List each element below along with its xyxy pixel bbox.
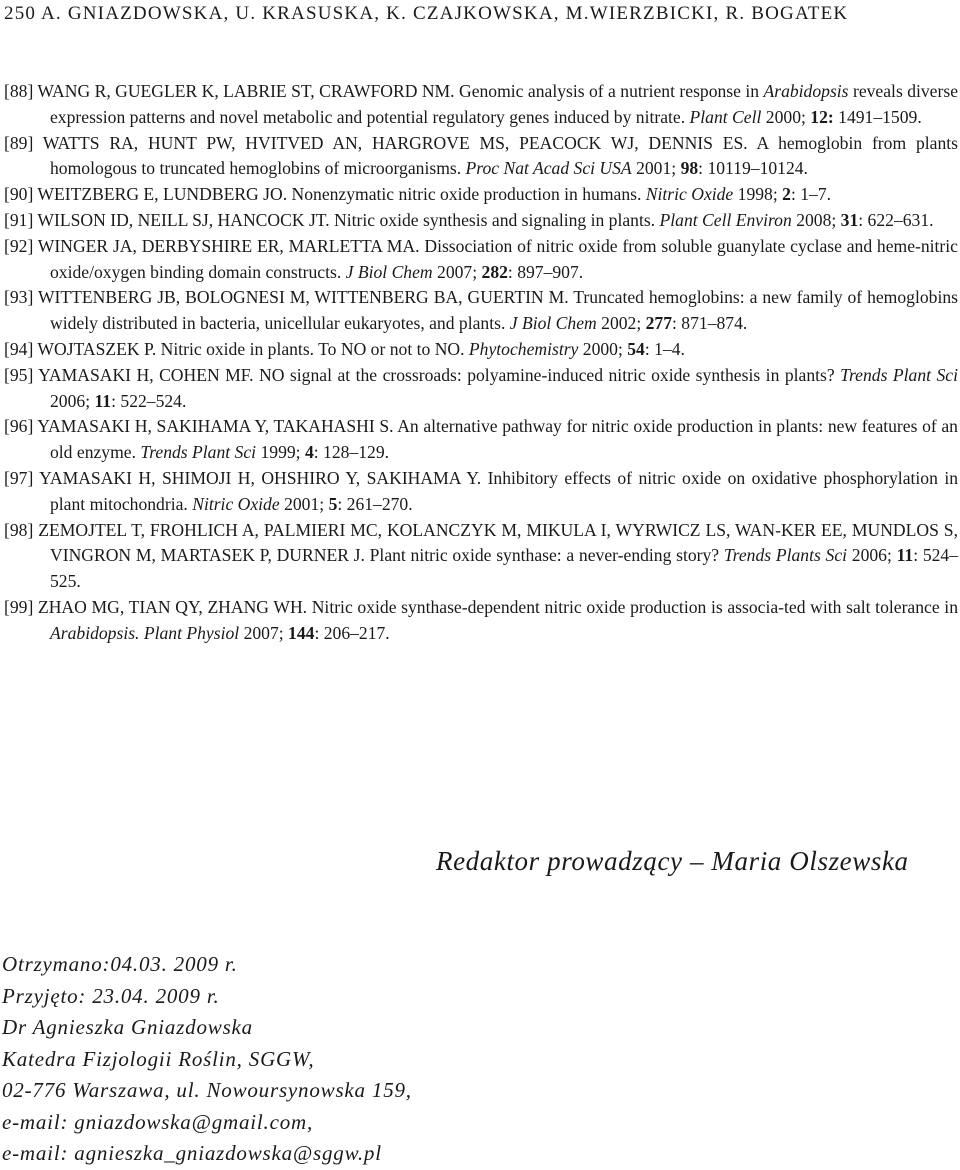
ref-pages: : 524–525. <box>50 545 959 592</box>
ref-title-species: Arabidopsis <box>763 81 849 101</box>
ref-number: [95] <box>4 364 34 385</box>
ref-pages: : 206–217. <box>314 622 390 643</box>
ref-journal: Phytochemistry <box>468 338 579 359</box>
header-authors: A. GNIAZDOWSKA, U. KRASUSKA, K. CZAJKOWSKA, M.WIERZBICKI, R. BOGATEK <box>41 3 849 24</box>
ref-pages: : 261–270. <box>337 493 413 514</box>
ref-authors: WITTENBERG JB, BOLOGNESI M, WITTENBERG BA, GUERTIN M. <box>37 287 569 308</box>
ref-pages: 1491–1509. <box>838 106 922 127</box>
ref-title: A hemoglobin from plants homologous to truncated hemoglobins of microorganisms. <box>50 132 958 179</box>
ref-volume: 11 <box>896 545 914 566</box>
reference-item <box>4 337 958 363</box>
ref-number: [97] <box>4 467 34 488</box>
ref-journal: J Biol Chem <box>345 261 433 282</box>
ref-title: An alternative pathway for nitric oxide production in plants: new features of an old enzyme. <box>50 416 958 463</box>
ref-authors: ZEMOJTEL T, FROHLICH A, PALMIERI MC, KOLANCZYK M, MIKULA I, WYRWICZ LS, WAN-KER EE, MUNDLOS S, VINGRON M, MARTASEK P, DURNER J. <box>38 519 958 566</box>
ref-authors: WATTS RA, HUNT PW, HVITVED AN, HARGROVE MS, PEACOCK WJ, DENNIS ES. <box>42 132 748 153</box>
ref-title-species: Arabidopsis. <box>50 622 140 643</box>
ref-journal: Proc Nat Acad Sci USA <box>465 158 632 179</box>
ref-pages: : 128–129. <box>313 442 390 463</box>
reference-item <box>4 208 958 234</box>
ref-year: 1999; <box>260 442 301 463</box>
ref-pages: : 622–631. <box>858 209 934 230</box>
ref-number: [96] <box>4 416 34 437</box>
ref-journal: J Biol Chem <box>509 313 597 334</box>
ref-number: [93] <box>4 287 34 308</box>
ref-year: 2000; <box>582 338 623 359</box>
ref-title: Truncated hemoglobins: a new family of hemoglobins widely distributed in bacteria, unicellular eukaryotes, and plants. <box>50 287 958 334</box>
ref-year: 2007; <box>243 622 284 643</box>
ref-title: NO signal at the crossroads: polyamine-induced nitric oxide synthesis in plants? <box>259 364 835 385</box>
ref-volume: 98 <box>680 158 699 179</box>
ref-volume: 11 <box>94 390 112 411</box>
ref-title: Nonenzymatic nitric oxide production in humans. <box>291 184 642 205</box>
ref-number: [99] <box>4 596 34 617</box>
ref-number: [94] <box>4 338 34 359</box>
department: Katedra Fizjologii Roślin, SGGW, <box>2 1046 315 1071</box>
ref-pages: : 522–524. <box>111 390 187 411</box>
ref-authors: WILSON ID, NEILL SJ, HANCOCK JT. <box>37 209 330 230</box>
reference-item <box>4 182 958 208</box>
received-date: Otrzymano:04.03. 2009 r. <box>2 952 238 976</box>
postal-address: 02-776 Warszawa, ul. Nowoursynowska 159, <box>2 1078 412 1102</box>
ref-pages: : 897–907. <box>507 261 584 282</box>
ref-year: 2006; <box>50 390 91 411</box>
ref-title: Plant nitric oxide synthase: a never-ending story? <box>369 545 720 566</box>
running-header <box>4 3 848 25</box>
ref-volume: 144 <box>288 622 315 643</box>
reference-item <box>4 285 958 337</box>
ref-journal: Trends Plants Sci <box>723 545 848 566</box>
ref-title: Inhibitory effects of nitric oxide on oxidative phosphorylation in plant mitochondria. <box>50 467 959 514</box>
ref-volume: 31 <box>840 209 859 230</box>
ref-authors: YAMASAKI H, COHEN MF. <box>38 364 254 385</box>
ref-year: 2001; <box>636 158 677 179</box>
reference-item <box>4 466 958 518</box>
ref-authors: WEITZBERG E, LUNDBERG JO. <box>37 184 288 205</box>
ref-pages: : 1–4. <box>644 338 685 359</box>
ref-year: 2002; <box>601 313 642 334</box>
ref-number: [90] <box>4 184 34 205</box>
ref-pages: : 871–874. <box>672 313 748 334</box>
ref-year: 2000; <box>765 106 806 127</box>
ref-authors: WANG R, GUEGLER K, LABRIE ST, CRAWFORD NM. <box>37 81 455 101</box>
ref-title: Nitric oxide in plants. To NO or not to NO. <box>160 338 465 359</box>
ref-authors: YAMASAKI H, SHIMOJI H, OHSHIRO Y, SAKIHAMA Y. <box>39 467 482 488</box>
reference-item <box>4 234 958 286</box>
author-name: Dr Agnieszka Gniazdowska <box>2 1015 253 1039</box>
ref-authors: WINGER JA, DERBYSHIRE ER, MARLETTA MA. <box>37 235 420 256</box>
ref-number: [91] <box>4 209 34 230</box>
ref-journal: Trends Plant Sci <box>140 442 257 463</box>
ref-volume: 277 <box>645 313 673 334</box>
ref-volume: 12: <box>810 106 834 127</box>
ref-volume: 54 <box>627 338 645 359</box>
ref-year: 1998; <box>737 184 778 205</box>
ref-year: 2001; <box>284 493 325 514</box>
ref-title: Dissociation of nitric oxide from soluble guanylate cyclase and heme-nitric oxide/oxygen binding domain constructs. <box>50 235 958 282</box>
ref-title: Nitric oxide synthesis and signaling in plants. <box>334 209 656 230</box>
ref-year: 2008; <box>796 209 837 230</box>
reference-item <box>4 595 958 647</box>
ref-volume: 4 <box>304 442 314 463</box>
ref-authors: WOJTASZEK P. <box>37 338 157 359</box>
ref-number: [88] <box>4 81 34 101</box>
managing-editor: Redaktor prowadzący – Maria Olszewska <box>436 846 909 876</box>
ref-number: [98] <box>4 519 34 540</box>
ref-journal: Nitric Oxide <box>645 184 734 205</box>
ref-authors: ZHAO MG, TIAN QY, ZHANG WH. <box>37 596 308 617</box>
reference-item <box>4 363 958 415</box>
email-link[interactable]: e-mail: agnieszka_gniazdowska@sggw.pl <box>2 1141 382 1165</box>
ref-year: 2006; <box>851 545 892 566</box>
ref-title: reveals diverse expression patterns and novel metabolic and potential regulatory genes induced by nitrate. <box>50 81 958 127</box>
ref-number: [92] <box>4 235 34 256</box>
ref-pages: : 10119–10124. <box>698 158 808 179</box>
ref-volume: 5 <box>328 493 338 514</box>
reference-item <box>4 414 958 466</box>
reference-item <box>4 79 958 131</box>
ref-pages: : 1–7. <box>790 184 832 205</box>
email-link[interactable]: e-mail: gniazdowska@gmail.com, <box>2 1109 314 1134</box>
ref-title: Genomic analysis of a nutrient response in <box>459 81 760 101</box>
ref-journal: Trends Plant Sci <box>840 364 958 385</box>
correspondence-block <box>2 949 412 1170</box>
ref-year: 2007; <box>437 261 478 282</box>
reference-item <box>4 518 958 595</box>
ref-journal: Nitric Oxide <box>192 493 280 514</box>
reference-list <box>4 79 958 647</box>
ref-journal: Plant Cell <box>689 106 762 127</box>
ref-volume: 2 <box>782 184 791 205</box>
accepted-date: Przyjęto: 23.04. 2009 r. <box>2 983 220 1008</box>
ref-journal: Plant Physiol <box>143 622 240 643</box>
ref-title: Nitric oxide synthase-dependent nitric oxide production is associa-ted with salt tolerance in <box>311 596 958 617</box>
ref-journal: Plant Cell Environ <box>659 209 792 230</box>
ref-authors: YAMASAKI H, SAKIHAMA Y, TAKAHASHI S. <box>37 416 394 437</box>
ref-volume: 282 <box>481 261 508 282</box>
reference-item <box>4 131 958 183</box>
page-number: 250 <box>4 3 37 24</box>
ref-number: [89] <box>4 132 34 153</box>
